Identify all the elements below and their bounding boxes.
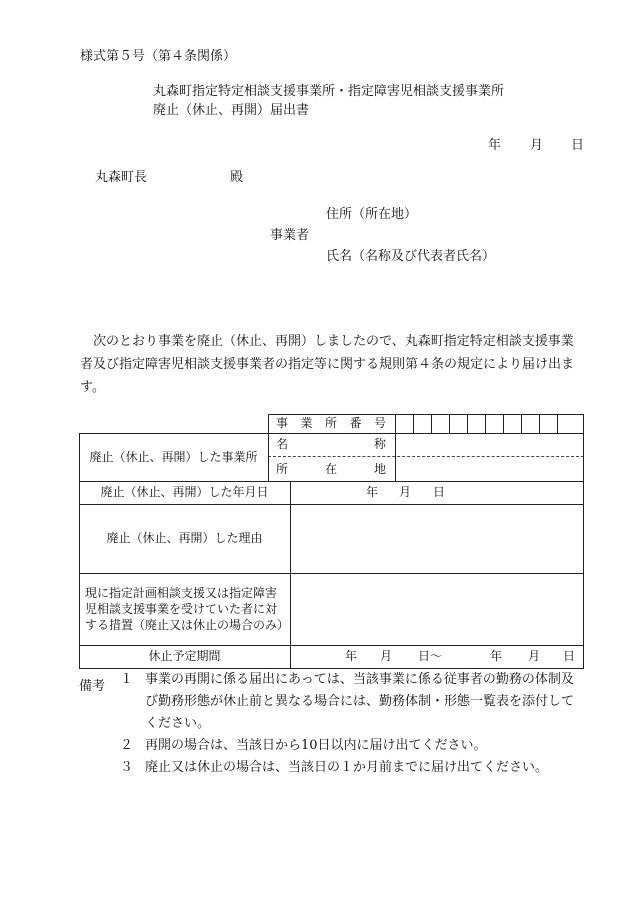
date-row-day: 日 bbox=[432, 485, 445, 500]
period-end-year: 年 bbox=[489, 649, 502, 664]
measures-label: 現に指定計画相談支援又は指定障害児相談支援事業を受けていた者に対する措置（廃止又は休止の場合のみ） bbox=[85, 585, 290, 633]
date-month-label: 月 bbox=[530, 138, 544, 153]
date-row-month: 月 bbox=[398, 485, 411, 500]
suspension-period-label: 休止予定期間 bbox=[148, 649, 221, 664]
period-end-day: 日 bbox=[562, 649, 575, 664]
form-number: 様式第５号（第４条関係） bbox=[80, 49, 237, 64]
period-start-year: 年 bbox=[344, 649, 357, 664]
date-row-label: 廃止（休止、再開）した年月日 bbox=[100, 485, 269, 500]
date-year-label: 年 bbox=[488, 138, 502, 153]
document-title-line2: 廃止（休止、再開）届出書 bbox=[153, 103, 310, 118]
body-text: 次のとおり事業を廃止（休止、再開）しましたので、丸森町指定特定相談支援事業者及び指定障害児相談支援事業者の指定等に関する規則第４条の規定により届け出ます。 bbox=[80, 334, 575, 395]
facility-location-label: 所 在 地 bbox=[276, 461, 386, 476]
applicant-address-label: 住所（所在地） bbox=[326, 207, 418, 222]
facility-label: 廃止（休止、再開）した事業所 bbox=[89, 449, 258, 464]
reason-label: 廃止（休止、再開）した理由 bbox=[106, 531, 263, 546]
period-start-day: 日〜 bbox=[417, 649, 442, 664]
date-row-year: 年 bbox=[365, 485, 378, 500]
facility-name-label: 名 称 bbox=[276, 437, 386, 452]
notes-label: 備考 bbox=[79, 679, 106, 694]
addressee-name: 丸森町長 bbox=[95, 170, 148, 185]
applicant-operator-label: 事業者 bbox=[270, 228, 310, 243]
notification-form-table bbox=[79, 414, 584, 669]
document-title-line1: 丸森町指定特定相談支援事業所・指定障害児相談支援事業所 bbox=[153, 84, 505, 99]
period-end-month: 月 bbox=[527, 649, 540, 664]
addressee-honorific: 殿 bbox=[230, 170, 244, 185]
period-start-month: 月 bbox=[379, 649, 392, 664]
date-day-label: 日 bbox=[571, 138, 585, 153]
office-number-label: 事 業 所 番 号 bbox=[276, 416, 386, 431]
applicant-name-label: 氏名（名称及び代表者氏名） bbox=[326, 249, 496, 264]
